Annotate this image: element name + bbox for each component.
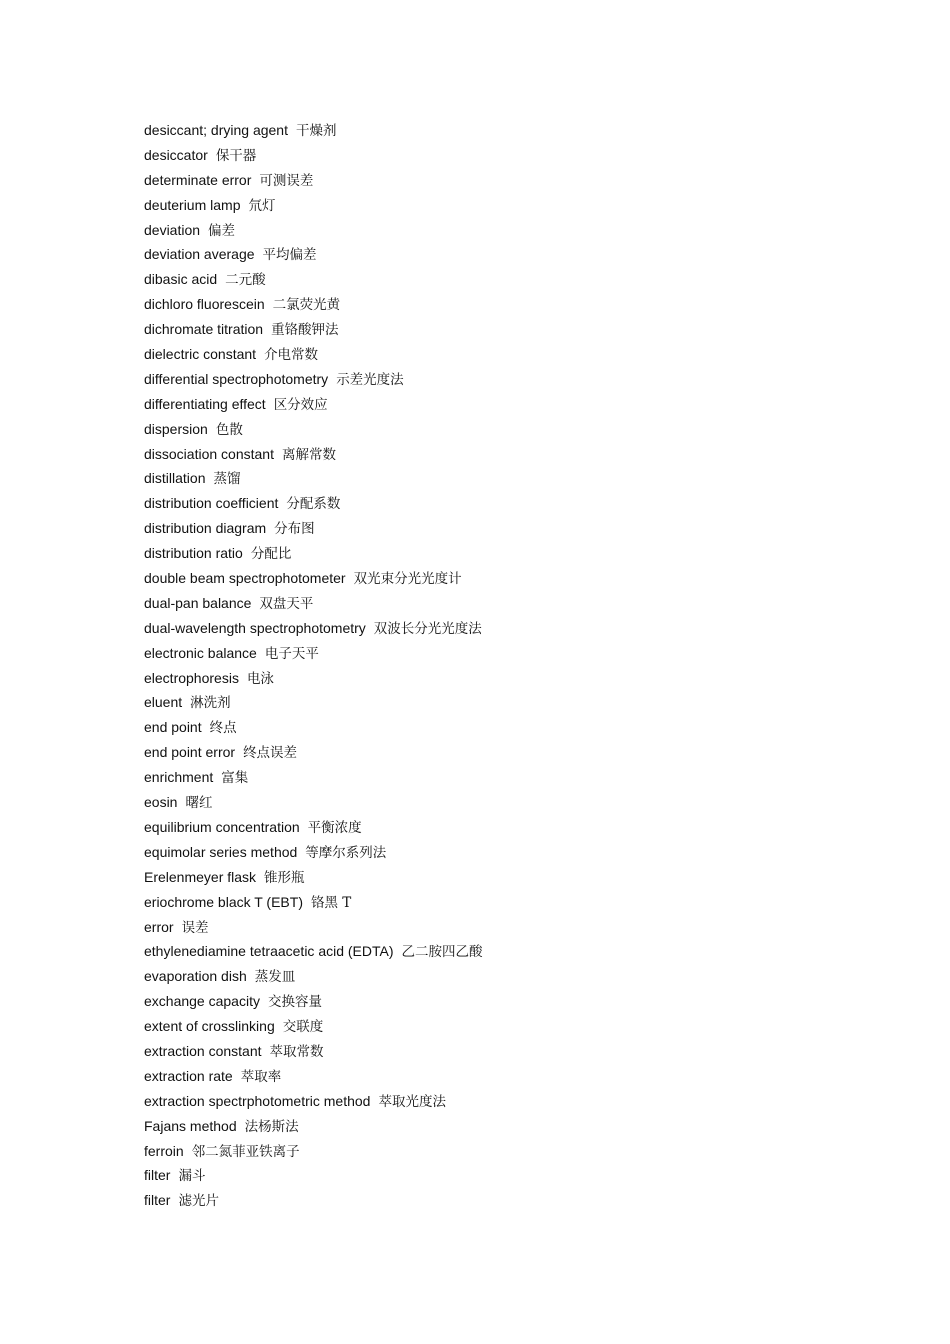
glossary-entry bbox=[144, 964, 483, 989]
entry-term: desiccator bbox=[144, 146, 208, 163]
entry-translation: 平衡浓度 bbox=[307, 819, 362, 836]
entry-term: electrophoresis bbox=[144, 669, 239, 686]
entry-term: equimolar series method bbox=[144, 843, 298, 860]
entry-translation: 终点 bbox=[209, 720, 237, 737]
glossary-entry bbox=[144, 840, 483, 865]
entry-translation: 蒸发皿 bbox=[254, 969, 296, 986]
glossary-entry bbox=[144, 267, 483, 292]
entry-term: deviation bbox=[144, 221, 201, 238]
entry-translation: 离解常数 bbox=[281, 446, 336, 463]
entry-translation: 淋洗剂 bbox=[190, 695, 231, 712]
entry-translation: 介电常数 bbox=[264, 347, 319, 364]
glossary-entry bbox=[144, 242, 483, 267]
glossary-entry bbox=[144, 218, 483, 243]
entry-translation: 曙红 bbox=[185, 795, 213, 812]
entry-term: ethylenediamine tetraacetic acid (EDTA) bbox=[144, 943, 394, 960]
glossary-entry bbox=[144, 1089, 483, 1114]
glossary-entry bbox=[144, 466, 483, 491]
entry-term: extent of crosslinking bbox=[144, 1018, 275, 1035]
entry-translation: 萃取常数 bbox=[269, 1043, 324, 1060]
entry-translation: 电泳 bbox=[246, 670, 274, 687]
glossary-entry bbox=[144, 740, 483, 765]
entry-translation: 二氯荧光黄 bbox=[272, 297, 341, 314]
glossary-entry bbox=[144, 1139, 483, 1164]
glossary-entry bbox=[144, 915, 483, 940]
entry-term: end point error bbox=[144, 744, 236, 761]
entry-term: enrichment bbox=[144, 769, 214, 786]
entry-translation: 双光束分光光度计 bbox=[353, 571, 462, 588]
entry-term: dissociation constant bbox=[144, 445, 274, 462]
entry-translation: 法杨斯法 bbox=[244, 1118, 299, 1135]
glossary-entry bbox=[144, 641, 483, 666]
entry-term: determinate error bbox=[144, 171, 252, 188]
entry-translation: 终点误差 bbox=[243, 745, 298, 762]
entry-term: electronic balance bbox=[144, 644, 257, 661]
glossary-entry bbox=[144, 1064, 483, 1089]
entry-term: dielectric constant bbox=[144, 346, 257, 363]
glossary-entry bbox=[144, 1039, 483, 1064]
glossary-entry bbox=[144, 890, 483, 915]
entry-translation: 等摩尔系列法 bbox=[305, 844, 387, 861]
entry-translation: 分布图 bbox=[274, 521, 315, 538]
entry-translation: 邻二氮菲亚铁离子 bbox=[191, 1143, 300, 1160]
entry-term: ferroin bbox=[144, 1142, 184, 1159]
glossary-entry bbox=[144, 168, 483, 193]
glossary-entry bbox=[144, 118, 483, 143]
glossary-entry bbox=[144, 1014, 483, 1039]
entry-term: extraction rate bbox=[144, 1067, 233, 1084]
entry-term: eriochrome black T (EBT) bbox=[144, 893, 303, 910]
entry-translation: 偏差 bbox=[208, 222, 236, 239]
entry-term: deuterium lamp bbox=[144, 196, 241, 213]
glossary-entry bbox=[144, 442, 483, 467]
entry-term: desiccant; drying agent bbox=[144, 122, 288, 138]
entry-term: differentiating effect bbox=[144, 395, 266, 412]
entry-term: evaporation dish bbox=[144, 968, 247, 985]
glossary-entry bbox=[144, 392, 483, 417]
glossary-entry bbox=[144, 815, 483, 840]
glossary-entry bbox=[144, 193, 483, 218]
entry-term: dual-pan balance bbox=[144, 594, 252, 611]
glossary-entry bbox=[144, 292, 483, 317]
glossary-entry bbox=[144, 939, 483, 964]
entry-translation: 误差 bbox=[181, 919, 209, 936]
glossary-entry bbox=[144, 666, 483, 691]
entry-term: filter bbox=[144, 1167, 171, 1184]
entry-term: deviation average bbox=[144, 246, 255, 263]
glossary-entry bbox=[144, 143, 483, 168]
glossary-entry bbox=[144, 417, 483, 442]
entry-term: dichromate titration bbox=[144, 321, 264, 338]
entry-term: dibasic acid bbox=[144, 271, 218, 288]
entry-translation: 萃取率 bbox=[240, 1068, 282, 1085]
entry-translation: 铬黑 T bbox=[310, 894, 352, 911]
entry-term: distribution diagram bbox=[144, 520, 267, 537]
glossary-entry bbox=[144, 342, 483, 367]
glossary-entry bbox=[144, 516, 483, 541]
entry-term: distillation bbox=[144, 470, 206, 487]
entry-translation: 保干器 bbox=[215, 147, 257, 164]
glossary-entry bbox=[144, 541, 483, 566]
glossary-list bbox=[144, 118, 483, 1213]
entry-translation: 重铬酸钾法 bbox=[271, 322, 339, 339]
entry-term: extraction spectrphotometric method bbox=[144, 1092, 371, 1109]
entry-translation: 双波长分光光度法 bbox=[373, 620, 482, 637]
glossary-entry bbox=[144, 491, 483, 516]
glossary-entry bbox=[144, 765, 483, 790]
glossary-entry bbox=[144, 367, 483, 392]
entry-translation: 干燥剂 bbox=[295, 123, 337, 139]
entry-translation: 区分效应 bbox=[273, 396, 328, 413]
entry-term: eosin bbox=[144, 794, 178, 811]
entry-term: dichloro fluorescein bbox=[144, 296, 265, 313]
glossary-entry bbox=[144, 715, 483, 740]
entry-term: differential spectrophotometry bbox=[144, 370, 329, 387]
entry-term: filter bbox=[144, 1192, 171, 1209]
entry-term: dispersion bbox=[144, 420, 208, 437]
entry-term: exchange capacity bbox=[144, 993, 260, 1010]
glossary-entry bbox=[144, 1114, 483, 1139]
glossary-entry bbox=[144, 865, 483, 890]
entry-translation: 滤光片 bbox=[178, 1193, 219, 1210]
entry-translation: 交联度 bbox=[282, 1019, 324, 1036]
entry-term: extraction constant bbox=[144, 1042, 262, 1059]
glossary-entry bbox=[144, 1188, 483, 1213]
glossary-entry bbox=[144, 616, 483, 641]
entry-translation: 平均偏差 bbox=[262, 247, 317, 264]
glossary-entry bbox=[144, 1163, 483, 1188]
entry-translation: 萃取光度法 bbox=[378, 1093, 446, 1110]
entry-term: dual-wavelength spectrophotometry bbox=[144, 619, 366, 636]
entry-translation: 分配比 bbox=[250, 546, 292, 563]
entry-term: end point bbox=[144, 719, 202, 736]
entry-term: equilibrium concentration bbox=[144, 818, 300, 835]
entry-term: error bbox=[144, 918, 174, 935]
entry-term: Fajans method bbox=[144, 1117, 237, 1134]
entry-term: distribution ratio bbox=[144, 545, 243, 562]
entry-translation: 乙二胺四乙酸 bbox=[401, 944, 483, 961]
entry-translation: 富集 bbox=[221, 770, 249, 787]
entry-term: eluent bbox=[144, 694, 183, 711]
entry-translation: 色散 bbox=[215, 421, 243, 438]
glossary-entry bbox=[144, 790, 483, 815]
entry-term: double beam spectrophotometer bbox=[144, 570, 346, 587]
entry-translation: 氘灯 bbox=[248, 197, 276, 214]
entry-translation: 电子天平 bbox=[264, 645, 319, 662]
glossary-entry bbox=[144, 566, 483, 591]
entry-translation: 二元酸 bbox=[225, 272, 266, 289]
glossary-entry bbox=[144, 317, 483, 342]
entry-term: distribution coefficient bbox=[144, 495, 279, 512]
entry-translation: 可测误差 bbox=[259, 172, 314, 189]
entry-translation: 锥形瓶 bbox=[264, 869, 305, 886]
glossary-entry bbox=[144, 690, 483, 715]
entry-term: Erelenmeyer flask bbox=[144, 868, 257, 885]
entry-translation: 分配系数 bbox=[286, 496, 341, 513]
glossary-entry bbox=[144, 591, 483, 616]
entry-translation: 双盘天平 bbox=[259, 595, 314, 612]
entry-translation: 蒸馏 bbox=[213, 471, 241, 488]
entry-translation: 交换容量 bbox=[267, 994, 322, 1011]
entry-translation: 漏斗 bbox=[178, 1168, 206, 1185]
glossary-entry bbox=[144, 989, 483, 1014]
entry-translation: 示差光度法 bbox=[336, 371, 404, 388]
